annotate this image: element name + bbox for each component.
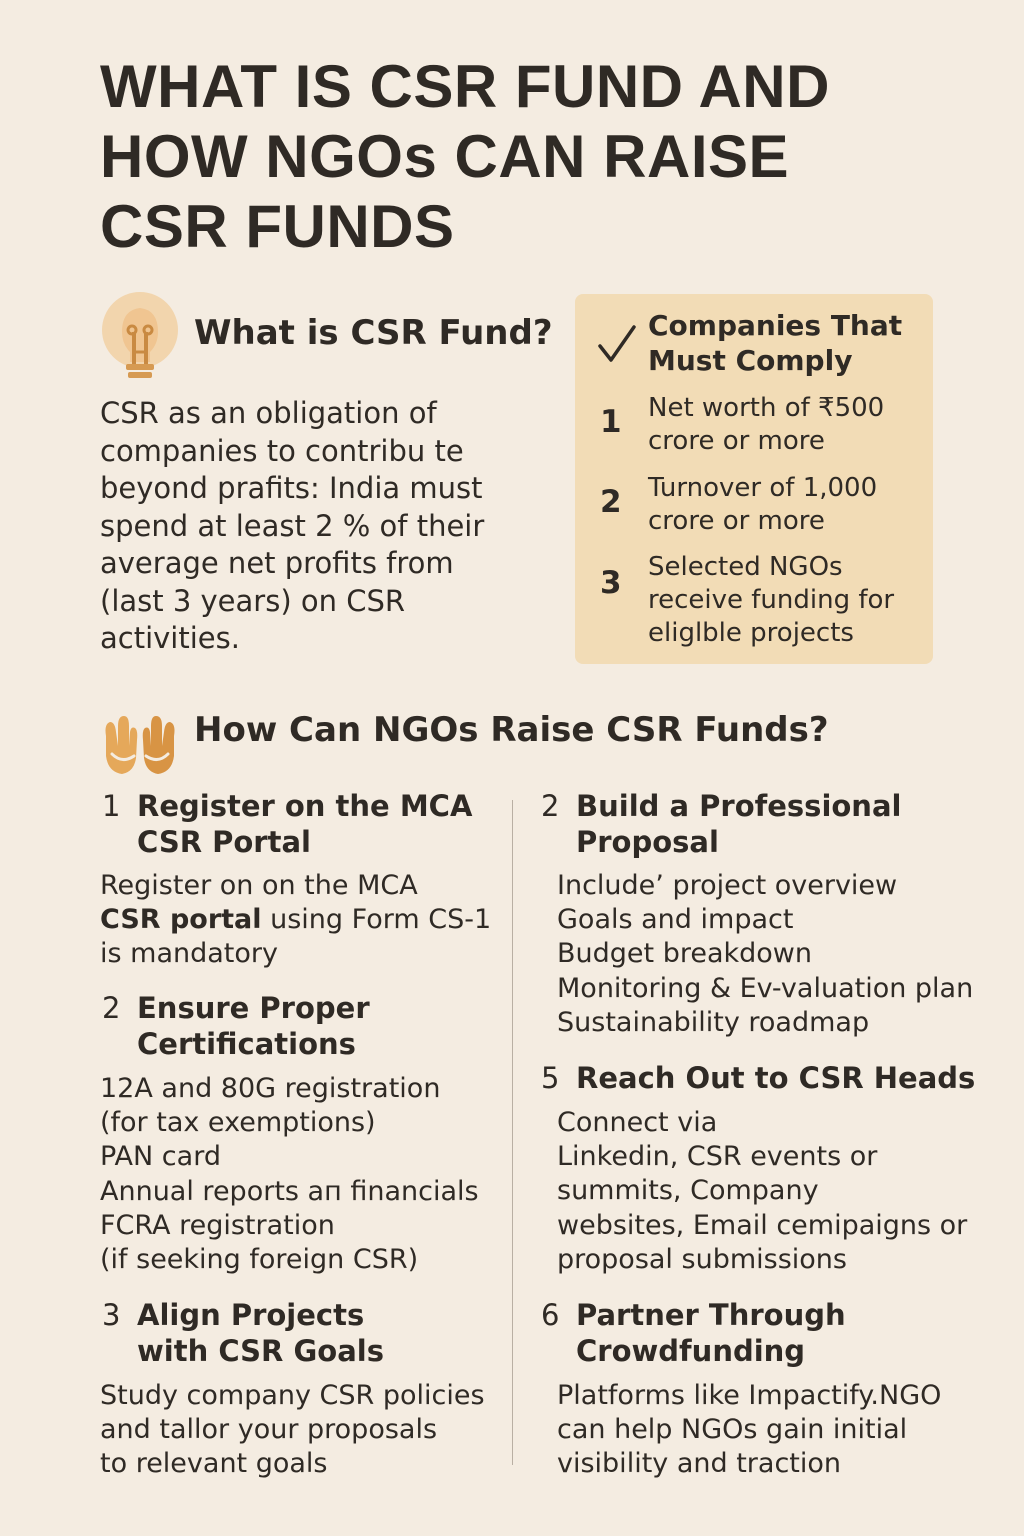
step-number: 2 — [541, 789, 560, 823]
step-line: can help NGOs gain initial — [557, 1414, 908, 1446]
step-number: 1 — [102, 789, 121, 823]
step-title-align — [102, 1297, 384, 1369]
step-body-register — [100, 869, 491, 972]
step-body-proposal — [557, 869, 973, 1040]
step-line: Annual reports aп financials — [100, 1175, 479, 1207]
comply-heading-line: Must Comply — [648, 344, 853, 377]
title-line: HOW NGOs CAN RAISE — [100, 123, 790, 190]
comply-item-text — [648, 551, 894, 650]
step-line — [100, 903, 491, 937]
step-title-reach-out — [541, 1060, 975, 1096]
step-line: PAN card — [100, 1141, 221, 1173]
step-number: 2 — [102, 991, 121, 1025]
step-line: summits, Company — [557, 1175, 819, 1207]
comply-heading-line: Companies That — [648, 309, 903, 342]
comply-heading — [648, 308, 928, 378]
step-title-crowdfunding — [541, 1297, 846, 1369]
body-line: companies to contribu te — [100, 433, 464, 468]
page-title — [100, 52, 960, 262]
step-line: Platforms like Impactify.NGO — [557, 1380, 942, 1411]
comply-item-number: 3 — [600, 565, 622, 601]
step-line: to relevant goals — [100, 1448, 328, 1480]
step-line: Sustainability roadmap — [557, 1006, 870, 1038]
step-line: Budget breakdown — [557, 938, 812, 970]
step-body-crowdfunding — [557, 1379, 941, 1482]
comply-item-text — [648, 472, 877, 538]
comply-box — [575, 294, 933, 664]
step-line: and tallor your proposals — [100, 1414, 438, 1446]
step-title-line: CSR Portal — [137, 825, 311, 859]
body-line: average net profits from — [100, 546, 454, 580]
step-title-line: Register on the MCA — [137, 789, 473, 823]
step-title-proposal — [541, 788, 901, 860]
step-line: FCRA registration — [100, 1209, 335, 1241]
step-title-register — [102, 788, 472, 860]
body-line: beyond prafits: India must — [100, 471, 483, 505]
step-title-line: Certifications — [137, 1027, 356, 1061]
step-title-line: Build a Professional — [576, 789, 902, 823]
step-body-certifications — [100, 1072, 479, 1277]
step-line: visibility and traction — [557, 1448, 842, 1480]
comply-item-line: Selected NGOs — [648, 552, 843, 582]
step-body-align — [100, 1379, 485, 1482]
step-title-line: Reach Out to CSR Heads — [576, 1061, 976, 1095]
step-title-certifications — [102, 990, 370, 1062]
comply-item-number: 2 — [600, 484, 622, 520]
body-line: activities. — [100, 621, 240, 655]
step-line: (for tax exemptions) — [100, 1107, 376, 1139]
comply-item-line: eliglble projects — [648, 618, 854, 648]
column-divider — [512, 800, 513, 1465]
what-is-body — [100, 395, 484, 658]
lightbulb-icon — [100, 292, 180, 387]
step-line: Monitoring & Ev-valuation plan — [557, 972, 974, 1004]
body-line: (last 3 years) on CSR — [100, 583, 405, 618]
step-title-line: Proposal — [576, 825, 719, 859]
step-line: 12A and 80G registration — [100, 1073, 441, 1104]
comply-item-line: receive funding for — [648, 585, 895, 615]
step-body-reach-out — [557, 1106, 967, 1277]
step-line: Register on on the MCA — [100, 870, 418, 901]
step-number: 5 — [541, 1061, 560, 1095]
comply-item-line: crore or more — [648, 506, 825, 536]
step-line: is mandatory — [100, 938, 278, 970]
step-title-line: Ensure Proper — [137, 991, 370, 1025]
step-line: websites, Email cemipaigns or — [557, 1209, 968, 1241]
body-line: CSR as an obligation of — [100, 396, 437, 430]
step-line: Linkedin, CSR events or — [557, 1141, 878, 1173]
step-line: proposal submissions — [557, 1243, 847, 1275]
step-title-line: Partner Through — [576, 1298, 846, 1332]
comply-item-line: Turnover of 1,000 — [648, 473, 878, 503]
step-number: 6 — [541, 1298, 560, 1332]
step-line: Study company CSR policies — [100, 1380, 485, 1411]
step-line: Connect via — [557, 1107, 718, 1138]
body-line: spend at least 2 % of their — [100, 508, 485, 543]
how-heading: How Can NGOs Raise CSR Funds? — [194, 710, 829, 750]
comply-item-line: Net worth of ₹500 — [648, 393, 885, 423]
step-line: Include’ project overview — [557, 870, 898, 901]
step-line-bold: CSR portal — [100, 904, 262, 936]
comply-item-number: 1 — [600, 404, 622, 440]
what-is-heading: What is CSR Fund? — [194, 313, 553, 353]
checkmark-icon — [597, 324, 637, 364]
title-line: WHAT IS CSR FUND AND — [100, 53, 830, 120]
step-line: (if seeking foreign CSR) — [100, 1244, 419, 1276]
step-title-line: Align Projects — [137, 1298, 365, 1332]
comply-item-text — [648, 392, 884, 458]
hands-icon — [100, 706, 180, 776]
step-title-line: Crowdfunding — [576, 1334, 806, 1368]
step-number: 3 — [102, 1298, 121, 1332]
step-title-line: with CSR Goals — [137, 1334, 384, 1368]
comply-item-line: crore or more — [648, 426, 825, 456]
step-line: Goals and impact — [557, 904, 794, 936]
title-line: CSR FUNDS — [100, 193, 455, 260]
step-line-rest: using Form CS-1 — [261, 904, 492, 936]
